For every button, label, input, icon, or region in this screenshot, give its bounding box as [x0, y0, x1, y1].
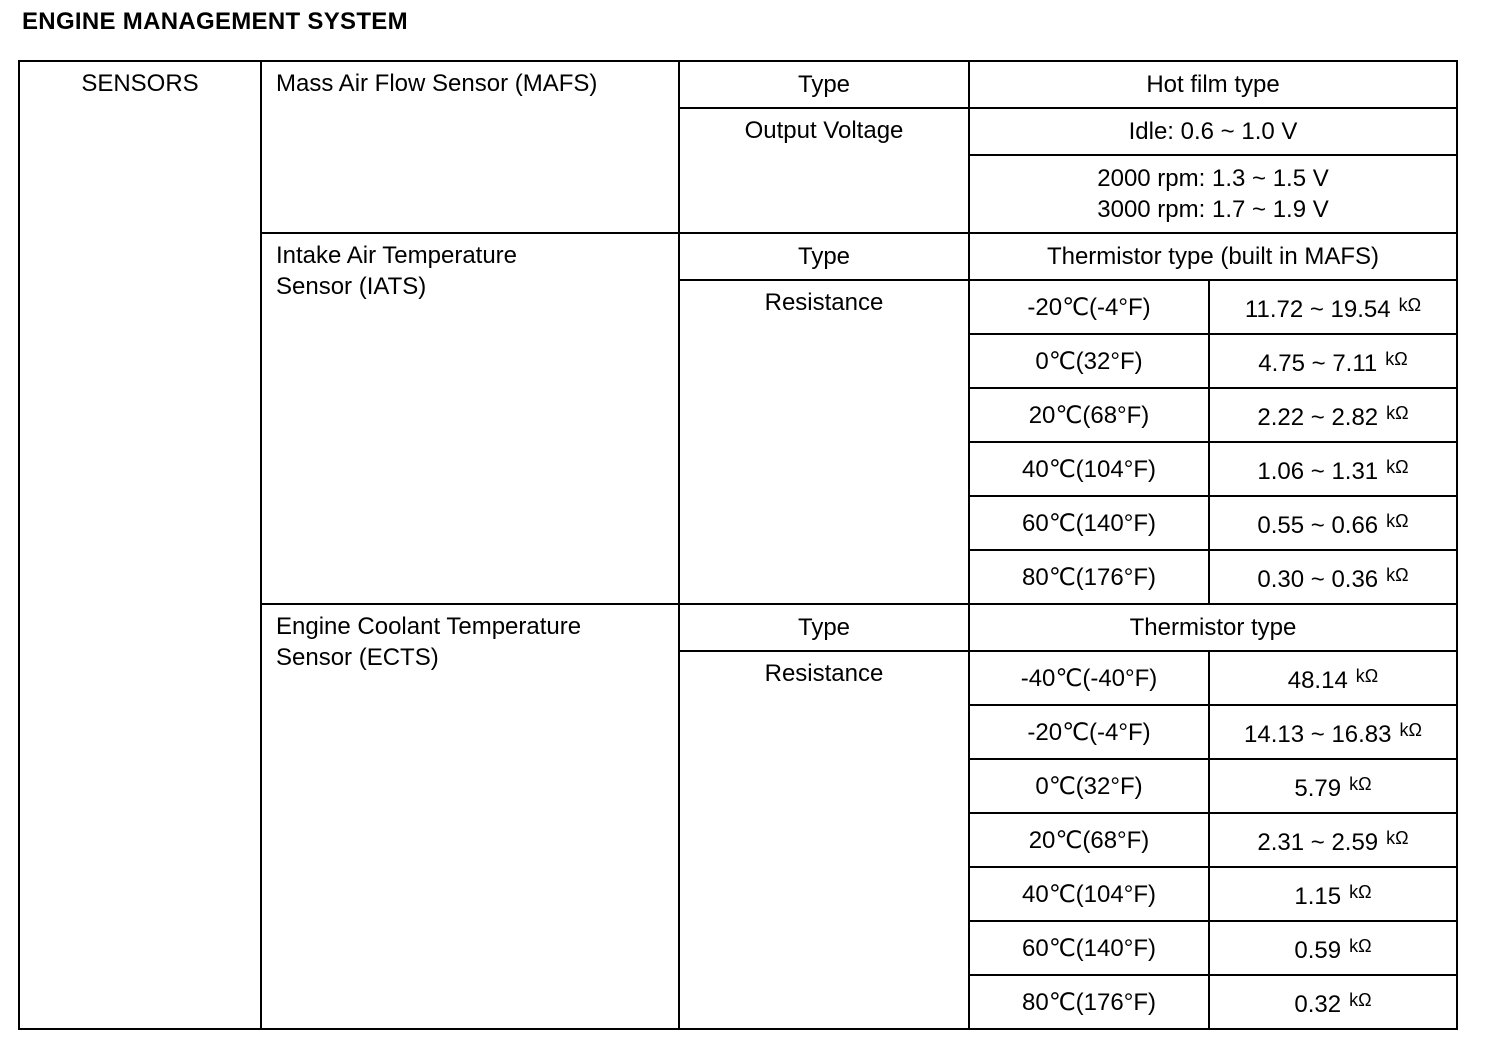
iats-temp: 0℃(32°F)	[969, 334, 1209, 388]
iats-value: 4.75 ~ 7.11 $^{k\Omega}$	[1209, 334, 1457, 388]
mafs-idle-value: Idle: 0.6 ~ 1.0 V	[969, 108, 1457, 155]
iats-resistance-label: Resistance	[679, 280, 969, 604]
ects-value: 14.13 ~ 16.83 $^{k\Omega}$	[1209, 705, 1457, 759]
iats-type-value: Thermistor type (built in MAFS)	[969, 233, 1457, 280]
ects-name-line1: Engine Coolant Temperature	[276, 613, 582, 640]
mafs-rpm-3000: 3000 rpm: 1.7 ~ 1.9 V	[1097, 196, 1329, 223]
iats-temp: 40℃(104°F)	[969, 442, 1209, 496]
ects-value: 0.59 $^{k\Omega}$	[1209, 921, 1457, 975]
iats-name-line2: Sensor (IATS)	[276, 273, 427, 300]
iats-temp: 60℃(140°F)	[969, 496, 1209, 550]
mafs-name: Mass Air Flow Sensor (MAFS)	[261, 61, 679, 233]
iats-name	[261, 233, 679, 604]
ects-name	[261, 604, 679, 1029]
ects-temp: 80℃(176°F)	[969, 975, 1209, 1029]
iats-name-line1: Intake Air Temperature	[276, 242, 518, 269]
page-title: ENGINE MANAGEMENT SYSTEM	[22, 8, 408, 35]
iats-value: 1.06 ~ 1.31 $^{k\Omega}$	[1209, 442, 1457, 496]
iats-temp: -20℃(-4°F)	[969, 280, 1209, 334]
iats-type-label: Type	[679, 233, 969, 280]
mafs-output-label: Output Voltage	[679, 108, 969, 233]
mafs-type-value: Hot film type	[969, 61, 1457, 108]
ects-value: 48.14 $^{k\Omega}$	[1209, 651, 1457, 705]
ects-temp: 60℃(140°F)	[969, 921, 1209, 975]
ects-temp: 40℃(104°F)	[969, 867, 1209, 921]
ects-value: 0.32 $^{k\Omega}$	[1209, 975, 1457, 1029]
iats-temp: 80℃(176°F)	[969, 550, 1209, 604]
iats-value: 0.55 ~ 0.66 $^{k\Omega}$	[1209, 496, 1457, 550]
iats-temp: 20℃(68°F)	[969, 388, 1209, 442]
iats-value: 11.72 ~ 19.54 $^{k\Omega}$	[1209, 280, 1457, 334]
ects-type-value: Thermistor type	[969, 604, 1457, 651]
iats-value: 0.30 ~ 0.36 $^{k\Omega}$	[1209, 550, 1457, 604]
ects-resistance-label: Resistance	[679, 651, 969, 1029]
ects-value: 5.79 $^{k\Omega}$	[1209, 759, 1457, 813]
spec-table	[18, 60, 1458, 1030]
ects-value: 1.15 $^{k\Omega}$	[1209, 867, 1457, 921]
mafs-rpm-values	[969, 155, 1457, 233]
ects-type-label: Type	[679, 604, 969, 651]
mafs-type-label: Type	[679, 61, 969, 108]
mafs-rpm-2000: 2000 rpm: 1.3 ~ 1.5 V	[1097, 165, 1329, 192]
ects-name-line2: Sensor (ECTS)	[276, 644, 439, 671]
ects-temp: -40℃(-40°F)	[969, 651, 1209, 705]
ects-temp: 20℃(68°F)	[969, 813, 1209, 867]
section-label: SENSORS	[19, 61, 261, 1029]
ects-temp: 0℃(32°F)	[969, 759, 1209, 813]
ects-value: 2.31 ~ 2.59 $^{k\Omega}$	[1209, 813, 1457, 867]
ects-temp: -20℃(-4°F)	[969, 705, 1209, 759]
iats-value: 2.22 ~ 2.82 $^{k\Omega}$	[1209, 388, 1457, 442]
